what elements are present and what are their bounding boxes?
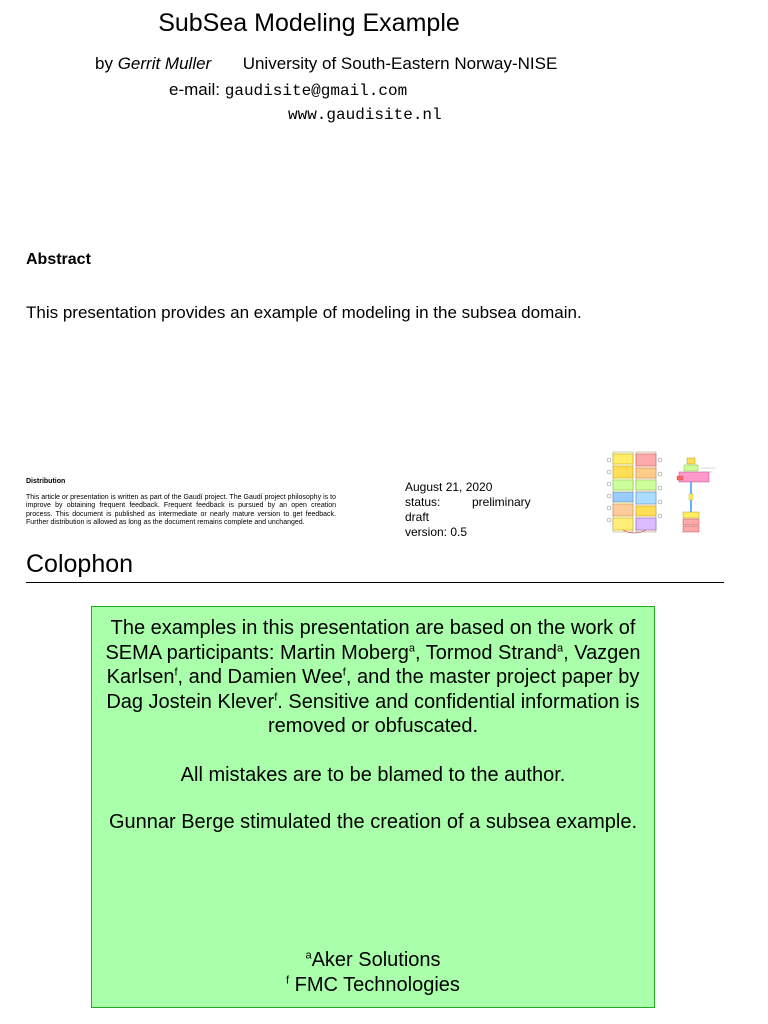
- status-value: preliminary: [472, 495, 531, 509]
- status-label: status:: [405, 495, 441, 509]
- abstract-text: This presentation provides an example of modeling in the subsea domain.: [26, 303, 582, 322]
- email-label: e-mail:: [169, 80, 221, 99]
- document-meta: [405, 480, 531, 540]
- status-draft: draft: [405, 510, 430, 524]
- colophon-acknowledgement: Gunnar Berge stimulated the creation of a subsea example.: [108, 811, 638, 833]
- author-line: [95, 54, 557, 74]
- colophon-credits: [92, 616, 654, 739]
- status-row: [405, 495, 531, 510]
- author-name: Gerrit Muller: [117, 54, 212, 73]
- by-prefix: by: [95, 54, 113, 73]
- footnote-aker: [92, 948, 654, 973]
- credits-text-2: , Tormod Strand: [415, 641, 557, 664]
- distribution-text: This article or presentation is written as part of the Gaudí project. The Gaudí project philosophy is to improve by obtaining frequent feedback. Frequent feedback is pursued by an open creation process. This document is published as intermediate or nearly mature version to get feedback. Further distribution is allowed as long as the document remains complete and unchanged.: [26, 494, 336, 527]
- footnote-text: Aker Solutions: [311, 949, 441, 971]
- gaudi-diagram-thumbnail: [603, 450, 723, 534]
- footnote-fmc: [92, 973, 654, 998]
- footnote-mark: f: [174, 666, 178, 679]
- footnote-mark: f: [286, 973, 290, 986]
- credits-text-6: . Sensitive and confidential information is removed or obfuscated.: [267, 690, 640, 737]
- page-title: SubSea Modeling Example: [158, 9, 460, 37]
- footnote-mark: f: [274, 690, 278, 703]
- website-link[interactable]: www.gaudisite.nl: [288, 106, 442, 124]
- email-line: [169, 80, 407, 100]
- footnote-mark: a: [408, 641, 416, 654]
- footnote-mark: a: [556, 641, 564, 654]
- footnote-mark: f: [342, 666, 346, 679]
- diagram-left-column: [607, 452, 662, 533]
- colophon-heading: Colophon: [26, 550, 134, 578]
- distribution-heading: Distribution: [26, 478, 66, 485]
- email-address[interactable]: gaudisite@gmail.com: [224, 82, 408, 100]
- credits-text-4: , and Damien Wee: [177, 666, 343, 688]
- credits-text-5: , and the master project paper by Dag Jostein Klever: [106, 666, 640, 713]
- colophon-disclaimer: All mistakes are to be blamed to the author.: [180, 763, 566, 786]
- credits-text-3: , Vazgen Karlsen: [106, 641, 641, 688]
- affiliation: University of South-Eastern Norway-NISE: [242, 54, 558, 73]
- document-version: version: 0.5: [405, 525, 468, 539]
- document-date: August 21, 2020: [405, 480, 493, 494]
- diagram-right-stack: [677, 458, 715, 532]
- footnote-text: FMC Technologies: [289, 973, 460, 996]
- colophon-footnotes: [92, 948, 654, 997]
- credits-text-1: The examples in this presentation are based on the work of SEMA participants: Martin Moberg: [105, 617, 636, 664]
- abstract-heading: Abstract: [26, 251, 91, 268]
- heading-rule: [26, 582, 724, 583]
- footnote-mark: a: [305, 949, 312, 962]
- colophon-box: [91, 606, 655, 1008]
